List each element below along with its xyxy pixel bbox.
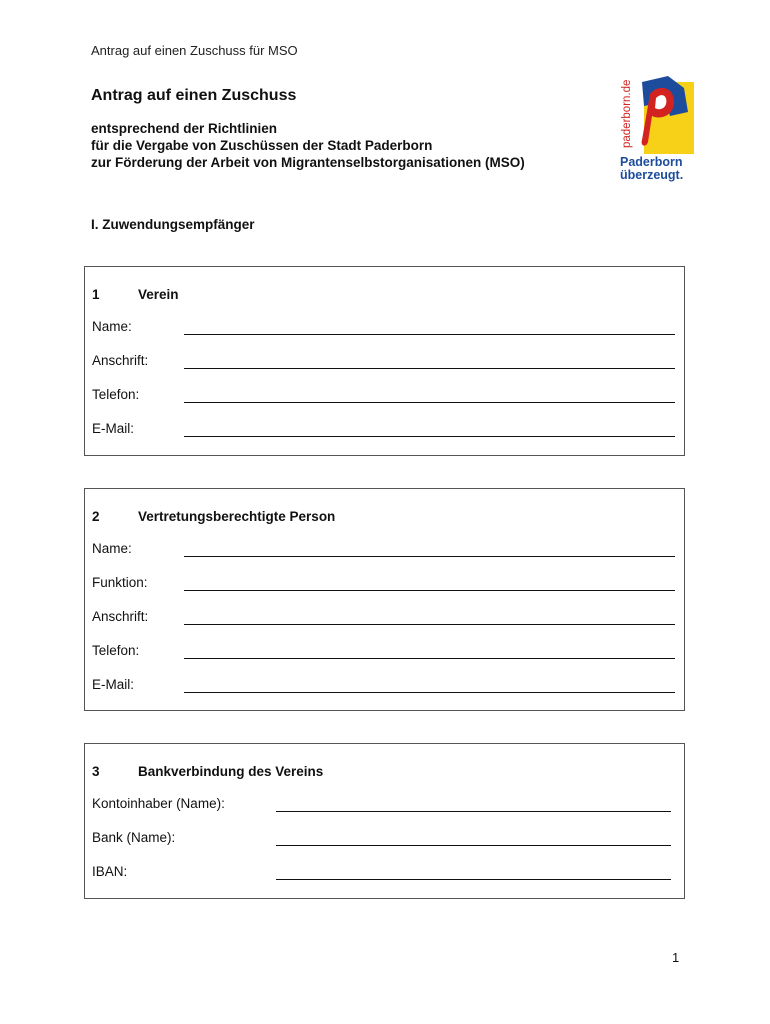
subtitle-line-1: entsprechend der Richtlinien: [91, 121, 278, 136]
field-person-funktion: [92, 575, 675, 593]
field-verein-telefon: [92, 387, 675, 405]
box-title: Verein: [138, 287, 179, 302]
field-label: Kontoinhaber (Name):: [92, 796, 225, 811]
field-label: Telefon:: [92, 643, 140, 658]
box-verein: [84, 266, 685, 456]
field-label: Telefon:: [92, 387, 140, 402]
running-header: Antrag auf einen Zuschuss für MSO: [91, 43, 298, 58]
form-subtitle: [91, 120, 525, 171]
field-bank-name: [92, 830, 671, 848]
field-label: Anschrift:: [92, 353, 149, 368]
field-label: E-Mail:: [92, 421, 135, 436]
person-anschrift-input-line[interactable]: [184, 624, 675, 625]
verein-telefon-input-line[interactable]: [184, 402, 675, 403]
bank-name-input-line[interactable]: [276, 845, 671, 846]
section-heading: I. Zuwendungsempfänger: [91, 217, 255, 232]
box-vertretungsberechtigte-person: [84, 488, 685, 711]
box-title: Bankverbindung des Vereins: [138, 764, 324, 779]
verein-email-input-line[interactable]: [184, 436, 675, 437]
field-label: Name:: [92, 541, 132, 556]
field-person-telefon: [92, 643, 675, 661]
subtitle-line-3: zur Förderung der Arbeit von Migrantenselbstorganisationen (MSO): [91, 155, 525, 170]
iban-input-line[interactable]: [276, 879, 671, 880]
field-person-anschrift: [92, 609, 675, 627]
field-label: Bank (Name):: [92, 830, 176, 845]
field-person-email: [92, 677, 675, 695]
form-title: Antrag auf einen Zuschuss: [91, 87, 297, 104]
box-bankverbindung: [84, 743, 685, 899]
page-number: 1: [672, 950, 680, 965]
field-label: Funktion:: [92, 575, 148, 590]
field-iban: [92, 864, 671, 882]
field-label: Name:: [92, 319, 132, 334]
field-kontoinhaber: [92, 796, 671, 814]
field-verein-name: [92, 319, 675, 337]
box-number: 2: [92, 509, 100, 524]
field-label: E-Mail:: [92, 677, 135, 692]
field-verein-email: [92, 421, 675, 439]
subtitle-line-2: für die Vergabe von Zuschüssen der Stadt Paderborn: [91, 138, 433, 153]
verein-name-input-line[interactable]: [184, 334, 675, 335]
field-verein-anschrift: [92, 353, 675, 371]
box-title: Vertretungsberechtigte Person: [138, 509, 336, 524]
person-email-input-line[interactable]: [184, 692, 675, 693]
paderborn-logo: [614, 72, 694, 184]
logo-p-icon: [636, 72, 694, 156]
logo-claim: [620, 156, 683, 182]
box-number: 3: [92, 764, 100, 779]
field-person-name: [92, 541, 675, 559]
field-label: Anschrift:: [92, 609, 149, 624]
person-name-input-line[interactable]: [184, 556, 675, 557]
kontoinhaber-input-line[interactable]: [276, 811, 671, 812]
logo-name-line-1: Paderborn: [620, 155, 683, 169]
box-number: 1: [92, 287, 100, 302]
person-telefon-input-line[interactable]: [184, 658, 675, 659]
logo-url-text: paderborn.de: [621, 80, 633, 149]
logo-name-line-2: überzeugt.: [620, 168, 684, 182]
person-funktion-input-line[interactable]: [184, 590, 675, 591]
field-label: IBAN:: [92, 864, 128, 879]
verein-anschrift-input-line[interactable]: [184, 368, 675, 369]
